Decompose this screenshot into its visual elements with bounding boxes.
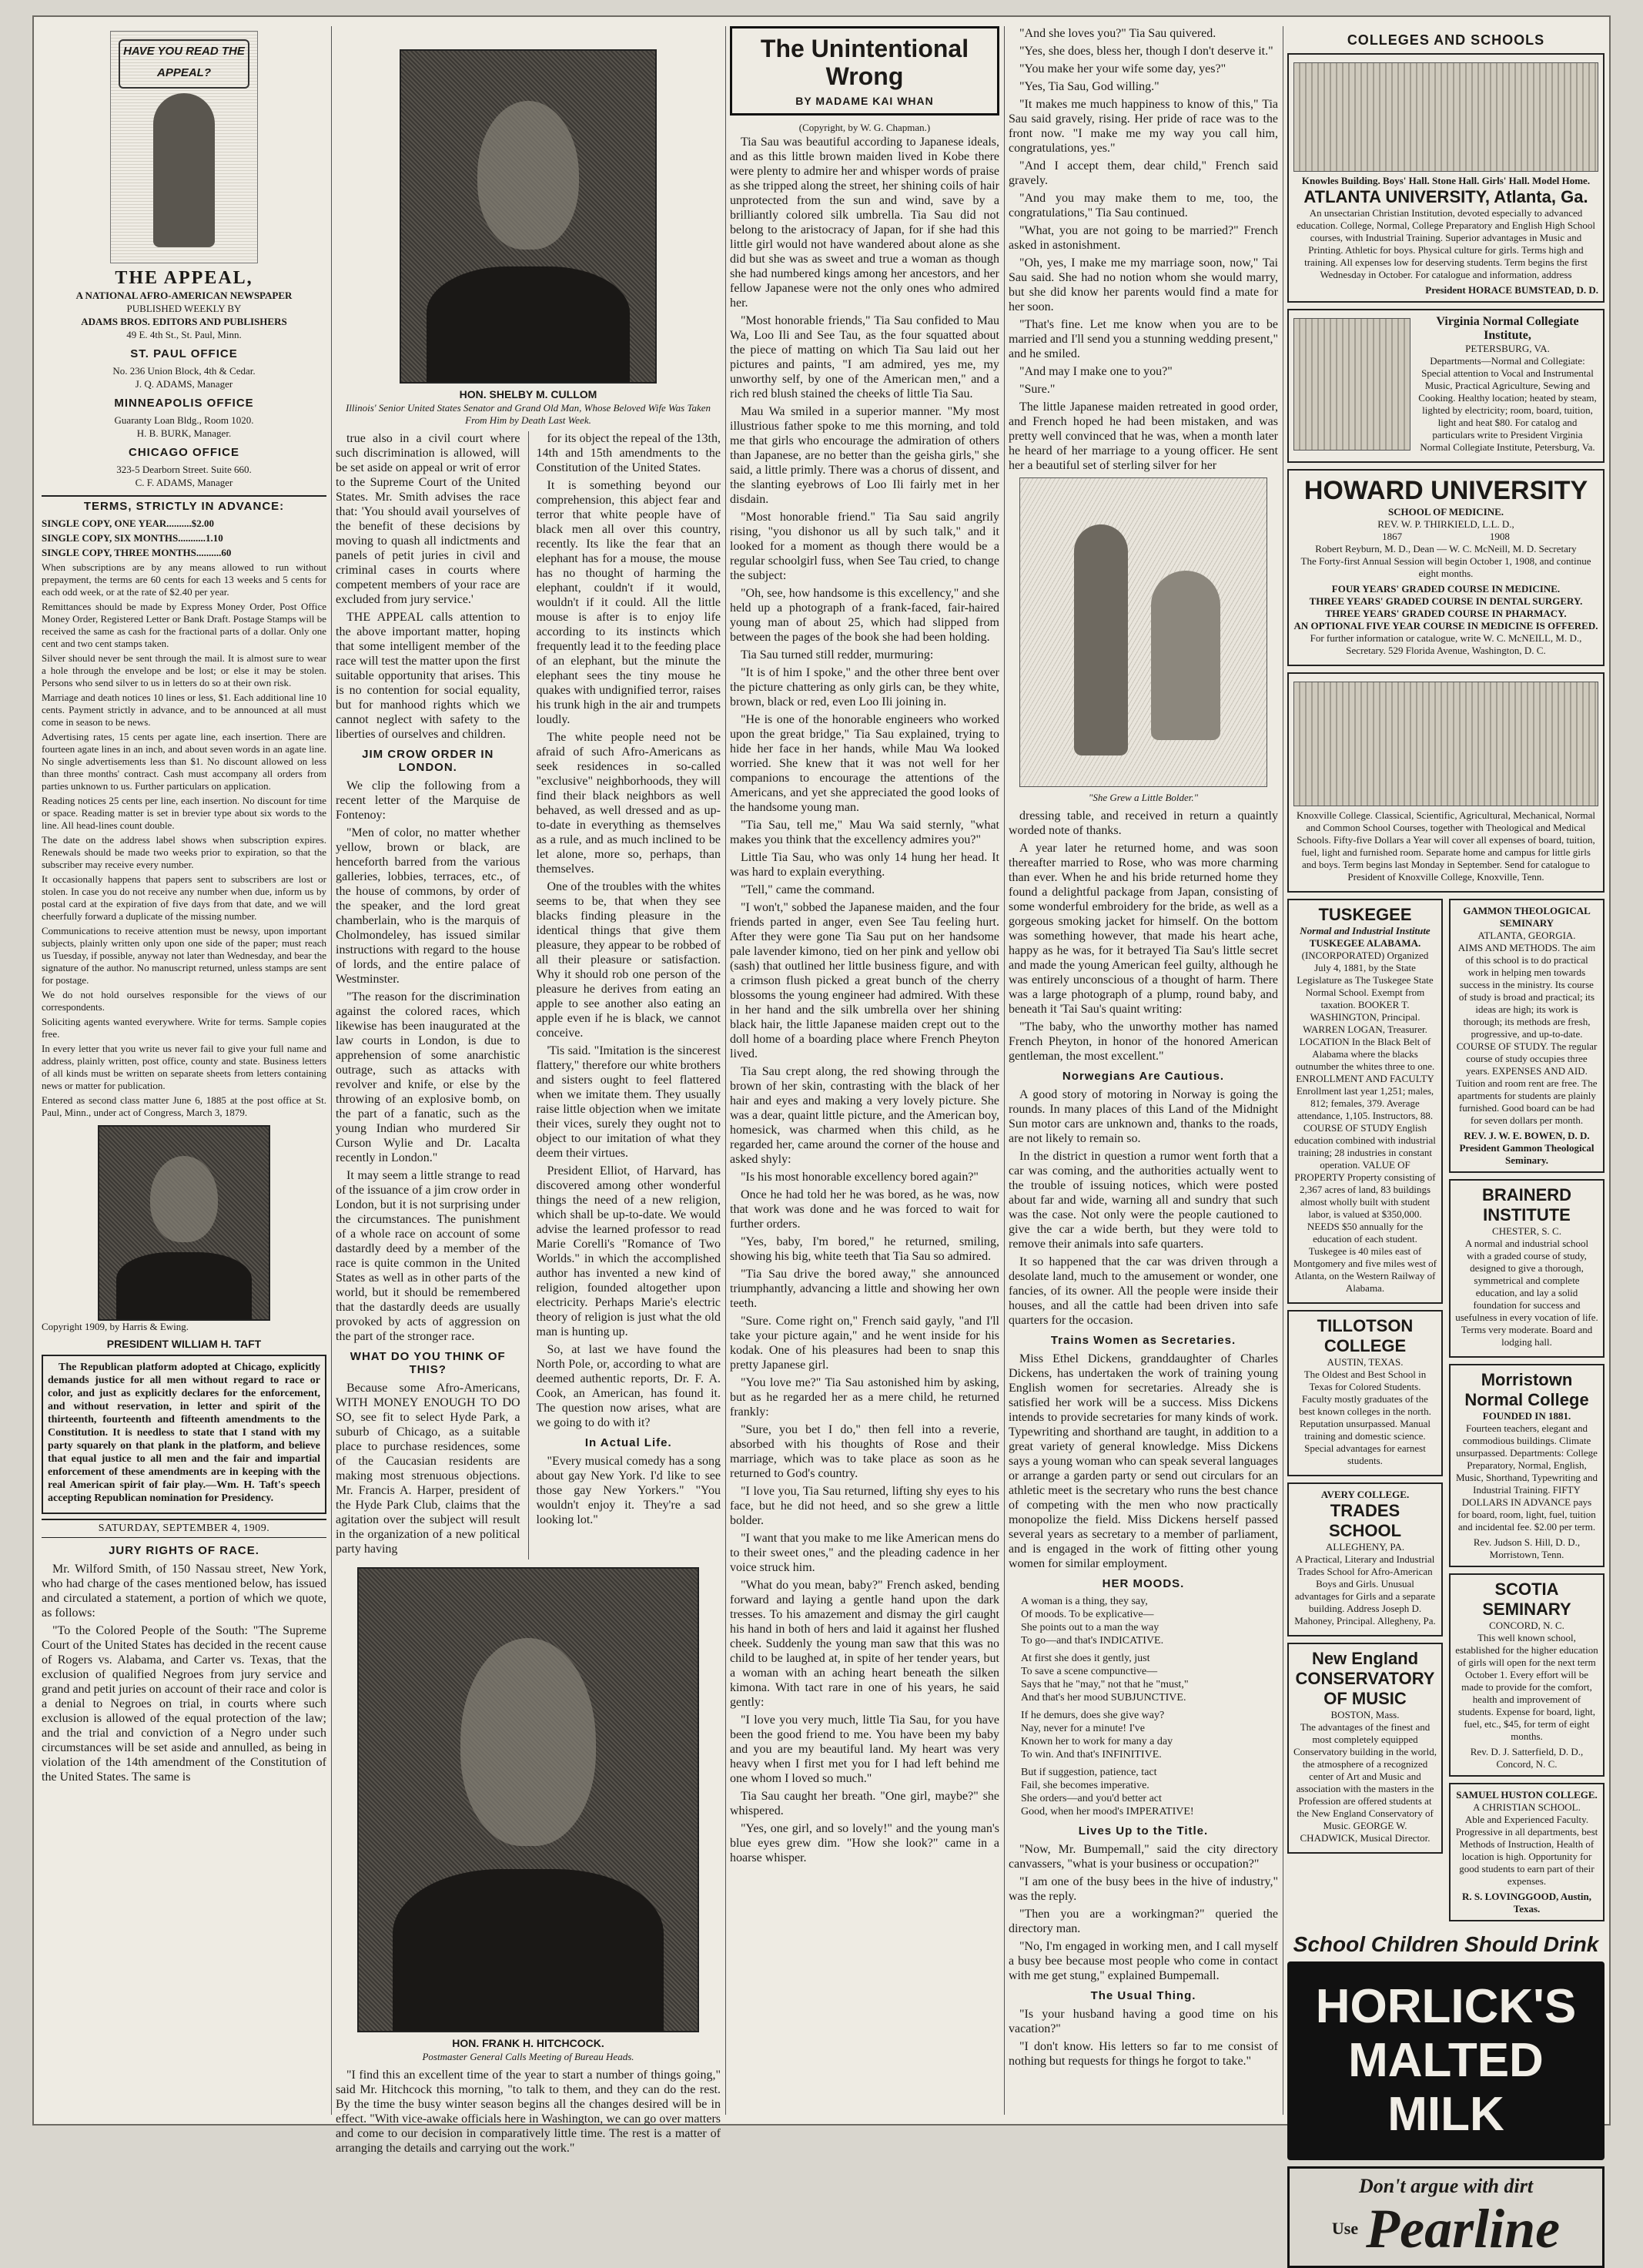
ad-scotia: SCOTIA SEMINARY CONCORD, N. C. This well known school, established for the higher education of girls will open for the next term October 1. Every effort will be made to provide for the comfort, health and improvement of students. Expense for board, light, fuel, etc., $45, for term of eight months. Rev. D. J. Satterfield, D. D., Concord, N. C. (1449, 1573, 1605, 1777)
office-st-paul: ST. PAUL OFFICE No. 236 Union Block, 4th & Cedar. J. Q. ADAMS, Manager (112, 347, 256, 390)
jury-title: JURY RIGHTS OF RACE. (109, 1544, 259, 1557)
pearline-tagline: Don't argue with dirt (1358, 2175, 1534, 2197)
column-ads (1287, 26, 1605, 2260)
howard-title: HOWARD UNIVERSITY (1303, 476, 1588, 505)
cullom-caption: HON. SHELBY M. CULLOM (459, 388, 597, 400)
story-byline: BY MADAME KAI WHAN (795, 95, 934, 107)
terms-title: TERMS, STRICTLY IN ADVANCE: (42, 495, 326, 513)
publishers: ADAMS BROS. EDITORS AND PUBLISHERS (81, 316, 287, 327)
taft-photo (98, 1125, 270, 1321)
published-line: PUBLISHED WEEKLY BY (126, 303, 242, 314)
column-rule (331, 26, 332, 2115)
column-rule (1004, 26, 1005, 2115)
pearline-name: Pearline (1366, 2198, 1561, 2260)
column-editorial: HON. SHELBY M. CULLOM Illinois' Senior United States Senator and Grand Old Man, Whose Beloved Wife Was Taken From Him by Death Last Week. true also in a civil court where such discrimination is allowed, will be set aside on appeal or writ of error to the Supreme Court of the United States. Mr. Smith advises the race that: 'You should avail yourselves of the benefit of these decisions by moving to quash all indictments and panels of petit juries in civil and criminal cases in courts where competent members of your race are excluded from jury service.' THE APPEAL calls attention to the above important matter, hoping that some intelligent member of the race will test the matter upon the first suitable opportunity that arises. This is no contention for social equality, but for manhood rights which we cannot neglect with safety to the liberties of ourselves and children. JIM CROW ORDER IN LONDON. We clip the following from a recent letter of the Marquise de Fontenoy: "Men of color, no matter whether yellow, brown or black, are henceforth barred from the various galleries, lobbies, terraces, etc., of the house of commons, by order of the speaker, and the lord great chamberlain, who is the marquis of Cholmondeley, has issued similar instructions with regard to the house of lords, and the entire palace of Westminster. "The reason for the discrimination against the colored races, which likewise has been inaugurated at the law courts in London, is due to apprehension of some anarchistic outrage, such as attacks with revolver and knife, or else by the throwing of an explosive bomb, on the part of a fanatic, such as the young Indian who murdered Sir Curson Wylie and Dr. Lacalta recently in London." It may seem a little strange to read of the issuance of a jim crow order in London, but it is not surprising under the circumstances. The punishment of a whole race on account of some dastardly deed by a member of the race is quite common in the United States as well as in other parts of the world, but it should be remembered that the dastardly deeds are usually provoked by acts of aggression on the part of the stronger race. WHAT DO YOU THINK OF THIS? Because some Afro-Americans, WITH MONEY ENOUGH TO DO SO, see fit to select Hyde Park, a suburb of Chicago, as a suitable place to purchase residences, some of the Caucasian residents are making most strenuous objections. Mr. Francis A. Harper, president of the Hyde Park Club, claims that the agitation over the subject will result in the organization of a new political party having for its object the repeal of the 13th, 14th and 15th amendments to the Constitution of the United States. It is something beyond our comprehension, this abject fear and terror that white people have of black men all over this country, recently. Its like the fear that an elephant has for a mouse, the mouse has no thought of harming the elephant, couldn't if it would, wouldn't if it could. All the little mouse is after is to enjoy life according to its instincts which frequently lead it to the feeding place of an elephant, but the minute the elephant sees the tiny mouse he quakes with undignified terror, raises his trunk high in the air and trumpets loudly. The white people need not be afraid of such Afro-Americans as seek residences in so-called "exclusive" neighborhoods, they will find their black neighbors as well behaved, as well dressed and as up-to-date in everything as themselves as a rule, and as much inclined to be let alone, more so, perhaps, than themselves. One of the troubles with the whites seems to be, that when they see blacks finding pleasure in the identical things that give them pleasure, they appear to be robbed of all their pleasure or satisfaction. Why it should rob one person of the pleasure he derives from eating an apple to see another also eating an apple even if he is black, we cannot conceive. 'Tis said. "Imitation is the sincerest flattery," therefore our white brothers and sisters ought to feel flattered when we imitate them. They usually raise little objection when we imitate their vices, surely they ought not to object to our imitation of what they deem their virtues. President Elliot, of Harvard, has discovered among other wonderful things the need of a new religion, which shall be up-to-date. We would advise the learned professor to read Marie Corelli's "Romance of Two Worlds." in which the accomplished author has invented a new kind of religion, founded altogether upon electricity. Perhaps Marie's electric theory of religion is just what the old man is hunting up. So, at last we have found the North Pole, or, according to what are deemed authentic reports, Dr. F. A. Cook, an American, has found it. The question now arises, what are we going to do with it? In Actual Life. "Every musical comedy has a song about gay New York. I'd like to see those gay New Yorkers." "You wouldn't enjoy it. They're a sad looking lot." HON. FRANK H. HITCHCOCK. Postmaster General Calls Meeting of Bureau Heads. "I find this an excellent time of the year to start a number of things going," said Mr. Hitchcock this morning, "to talk to them, and they can do the rest. By the time the busy winter season begins all the changes desired will be in effect. "With vice-awake officials here in Washington, we can go over matters and come to our decision in comparatively little time. The rest is a matter of arranging the details and carrying out the work." (336, 26, 721, 2115)
taft-caption: PRESIDENT WILLIAM H. TAFT (106, 1338, 262, 1350)
ad-pearline (1287, 2166, 1605, 2268)
office-chicago: CHICAGO OFFICE 323-5 Dearborn Street. Suite 660. C. F. ADAMS, Manager (116, 446, 252, 488)
story-copyright: (Copyright, by W. G. Chapman.) (798, 122, 931, 133)
editorial-left: true also in a civil court where such discrimination is allowed, will be set aside on appeal or writ of error to the Supreme Court of the United States. Mr. Smith advises the race that: 'You should avail yourselves of the benefit of these decisions by moving to quash all indictments and panels of petit juries in civil and criminal cases in courts where competent members of your race are excluded from jury service.' THE APPEAL calls attention to the above important matter, hoping that some intelligent member of the race will test the matter upon the first suitable opportunity that arises. This is no contention for social equality, but for manhood rights which we cannot neglect with safety to the liberties of ourselves and children. JIM CROW ORDER IN LONDON. We clip the following from a recent letter of the Marquise de Fontenoy: "Men of color, no matter whether yellow, brown or black, are henceforth barred from the various galleries, lobbies, terraces, etc., of the house of commons, by order of the speaker, and the lord great chamberlain, who is the marquis of Cholmondeley, has issued similar instructions with regard to the house of lords, and the entire palace of Westminster. "The reason for the discrimination against the colored races, which likewise has been inaugurated at the law courts in London, is due to apprehension of some anarchistic outrage, such as attacks with revolver and knife, or else by the throwing of an explosive bomb, on the part of a fanatic, such as the young Indian who murdered Sir Curson Wylie and Dr. Lacalta recently in London." It may seem a little strange to read of the issuance of a jim crow order in London, but it is not surprising under the circumstances. The punishment of a whole race on account of some dastardly deed by a member of the race is quite common in the United States as well as in other parts of the world, but it should be remembered that the dastardly deeds are usually provoked by acts of aggression on the part of the stronger race. WHAT DO YOU THINK OF THIS? Because some Afro-Americans, WITH MONEY ENOUGH TO DO SO, see fit to select Hyde Park, a suburb of Chicago, as a suitable place to purchase residences, some of the Caucasian residents are making most strenuous objections. Mr. Francis A. Harper, president of the Hyde Park Club, claims that the agitation over the subject will result in the organization of a new political party having (336, 432, 520, 1556)
platform-box: The Republican platform adopted at Chicago, explicitly demands justice for all men without regard to race or color, and just as explicitly declares for the enforcement, and without reservation, in letter and spirit of the thirteenth, fourteenth and fifteenth amendments to the Constitution. It is needless to state that I stand with my party squarely on that plank in the platform, and believe that equal justice to all men and the fair and impartial enforcement of these amendments are in keeping with the real American spirit of fair play.—Wm. H. Taft's speech accepting Republican nomination for Presidency. (42, 1355, 326, 1514)
column-rule (725, 26, 726, 2115)
moods-title: HER MOODS. (1102, 1577, 1185, 1590)
lives-title: Lives Up to the Title. (1078, 1824, 1209, 1838)
atlanta-buildings-image (1293, 62, 1598, 172)
terms-notes: When subscriptions are by any means allowed to run without prepayment, the terms are 60 cents for each 13 weeks and 5 cents for each odd week, or at the rate of $2.40 per year. Remittances should be made by Express Money Order, Post Office Money Order, Registered Letter or Bank Draft. Postage Stamps will be received the same as cash for the fractional parts of a dollar. Only one cent and two cent stamps taken. Silver should never be sent through the mail. It is almost sure to wear a hole through the envelope and be lost; or else it may be stolen. Persons who send silver to us in letters do so at their own risk. Marriage and death notices 10 lines or less, $1. Each additional line 10 cents. Payment strictly in advance, and to be announced at all must come in season to be news. Advertising rates, 15 cents per agate line, each insertion. There are fourteen agate lines in an inch, and about seven words in an agate line. No single advertisements less than $1. No discount allowed on less than three months' contract. Cash must accompany all orders from parties unknown to us. Further particulars on application. Reading notices 25 cents per line, each insertion. No discount for time or space. Reading matter is set in brevier type about six words to the line. All head-lines count double. The date on the address label shows when subscription expires. Renewals should be made two weeks prior to expiration, so that the subscriber may receive every number. It occasionally happens that papers sent to subscribers are lost or stolen. In case you do not receive any number when due, inform us by postal card at the expiration of five days from that date, and we will cheerfully forward a duplicate of the missing number. Communications to receive attention must be newsy, upon important subjects, plainly written only upon one side of the paper; must reach us Tuesday, if possible, anyway not later than Wednesday, and bear the signature of the author. No manuscript returned, unless stamps are sent for postage. We do not hold ourselves responsible for the views of our correspondents. Soliciting agents wanted everywhere. Write for terms. Sample copies free. In every letter that you write us never fail to give your full name and address, plainly written, post office, county and state. Business letters of all kinds must be written on separate sheets from letters containing news or matter for publication. Entered as second class matter June 6, 1885 at the post office at St. Paul, Minn., under act of Congress, March 3, 1879. (42, 561, 326, 1118)
paper-name: THE APPEAL, (115, 268, 253, 288)
ads-row-1 (1287, 899, 1605, 1928)
ad-tillotson: TILLOTSON COLLEGE AUSTIN, TEXAS. The Oldest and Best School in Texas for Colored Students. Faculty mostly graduates of the best known colleges in the north. Reputation unsurpassed. Manual training and domestic science. Special advantages for earnest students. (1287, 1310, 1443, 1476)
editorial-columns (336, 431, 721, 1559)
column-story: The Unintentional Wrong BY MADAME KAI WHAN (Copyright, by W. G. Chapman.) Tia Sau was beautiful according to Japanese ideals, and as this little brown maiden lived in Kobe there were plenty to admire her and whisper words of praise as she tripped along the street, her shining coils of hair unprotected from the sun and wind, save by a brilliantly colored silk umbrella. Tia Sau did not belong to the aristocracy of Japan, for if she had this little girl would not have wandered about alone as she did but she was as sweet and true a woman as though she had numbered kings among her ancestors, and her fellow Japanese were not the only ones who admired her. "Most honorable friends," Tia Sau confided to Mau Wa, Loo Ili and See Tau, as the four squatted about the piece of matting on which Tia Sau laid out her pictures and paints, "I am admired, yes me, my unworthy self, by one of the American men," and a rich red blush stained the cheeks of little Tia Sau. Mau Wa smiled in a superior manner. "My most illustrious father spoke to me this morning, and told me that girls who encourage the admiration of others than Japanese, are no better than the geisha girls," she said, a little primly. There was a chorus of dissent, and the slanting eyebrows of Loo Ili fairly met in her disdain. "Most honorable friend." Tia Sau said angrily rising, "you dishonor us all by such talk," and it looked for a moment as though there would be a regular schoolgirl fuss, when See Tau cried, to change the subject: "Oh, see, how handsome is this excellency," and she held up a photograph of a frank-faced, fair-haired young man of about 25, which had slipped from between the pages of the book she had been holding. Tia Sau turned still redder, murmuring: "It is of him I spoke," and the other three bent over the picture chattering as only girls can, be they white, brown, black or red, even Loo Ili joining in. "He is one of the honorable engineers who worked upon the great bridge," Tia Sau explained, trying to hide her face in her hands, while Mau Wa looked worried. She knew that it was not well for her companions to encourage the attentions of the Americans, and yet she appreciated the good looks of the handsome young man. "Tia Sau, tell me," Mau Wa said sternly, "what makes you think that the excellency admires you?" Little Tia Sau, who was only 14 hung her head. It was hard to explain everything. "Tell," came the command. "I won't," sobbed the Japanese maiden, and the four friends parted in anger, even See Tau feeling hurt. After they were gone Tia Sau put on her handsome pale lavender kimono, tied on her pink and yellow obi (sash) that outlined her little business figure, and with a crimson flush picked a great bunch of the cherry blossoms the young engineer had admired. With these in her hand and the silk umbrella over her shining black hair, the little Japanese maiden crept out to the doll home of a boarding place where French Pheyton lived. Tia Sau crept along, the red showing through the brown of her skin, contrasting with the black of her hair and eyes and making a very lovely picture. She was a dear, quaint little picture, and the American boy, homesick, was charmed when this child, as he regarded her, came around the corner of the house and asked shyly: "Is his most honorable excellency bored again?" Once he had told her he was bored, as he was, now that work was done and he was forced to wait for further orders. "Yes, baby, I'm bored," he returned, smiling, showing his big, white teeth that Tia Sau so admired. "Tia Sau drive the bored away," she announced triumphantly, advancing a little and showing her own teeth. "Sure. Come right on," French said gayly, "and I'll take your picture again," and he went inside for his kodak. One of his pleasures had been to snap this pretty Japanese girl. "You love me?" Tia Sau astonished him by asking, but as he regarded her as a mere child, he returned frankly: "Sure, you bet I do," then fell into a reverie, absorbed with his thoughts of Rose and their marriage, which was to take place as soon as he returned to God's country. "I love you, Tia Sau returned, lifting shy eyes to his face, but he did not heed, and so she grew a little bolder. "I want that you make to me like American mens do to their sweet ones," and the pleading cadence in her voice struck him. "What do you mean, baby?" French asked, bending forward and laying a gentle hand upon the dark tresses. To his amazement and dismay the girl caught his hand in both of hers and laid it against her flushed cheek. Suddenly the young man saw that this was no child to be laughed at, in spite of her tender years, but a woman with an aching heart beneath the silken kimona. With tact rare in one of his years, he said gently: "I love you very much, little Tia Sau, for you have been the good friend to me. You have been my baby and you are my beautiful land. My heart was very heavy when I first met you for I had left behind me one whom I loved so much." Tia Sau caught her breath. "One girl, maybe?" she whispered. "Yes, one girl, and so lovely!" and the young man's blue eyes grew dim. "How she look?" came in a hoarse whisper. (730, 26, 999, 2115)
ad-virginia-normal: Virginia Normal Collegiate Institute, PETERSBURG, VA. Departments—Normal and Collegiate: Special attention to Vocal and Instrumental Music, Practical Agriculture, Sewing and Cooking. Healthy location; heated by steam, lighted by electricity; room, board, tuition, light and heat $80. For catalog and particulars write to President Virginia Normal Collegiate Institute, Petersburg, Va. (1287, 309, 1605, 463)
horlicks-tagline: School Children Should Drink (1293, 1932, 1599, 1956)
story-title-box (730, 26, 999, 116)
editorial-right: for its object the repeal of the 13th, 14th and 15th amendments to the Constitution of the United States. It is something beyond our comprehension, this abject fear and terror that white people have of black men all over this country, recently. Its like the fear that an elephant has for a mouse, the mouse has no thought of harming the elephant, couldn't if it would, wouldn't if it could. All the little mouse is after is to enjoy life according to its instincts which frequently lead it to the feeding place of an elephant, but the minute the elephant sees the tiny mouse he quakes with undignified terror, raises his trunk high in the air and trumpets loudly. The white people need not be afraid of such Afro-Americans as seek residences in so-called "exclusive" neighborhoods, they will find their black neighbors as well behaved, as well dressed and as up-to-date in everything as themselves as a rule, and as much inclined to be let alone, more so, perhaps, than themselves. One of the troubles with the whites seems to be, that when they see blacks finding pleasure in the identical things that give them pleasure, they appear to be robbed of all their pleasure or satisfaction. Why it should rob one person of the pleasure he derives from eating an apple to see another also eating an apple even if he is black, we cannot conceive. 'Tis said. "Imitation is the sincerest flattery," therefore our white brothers and sisters ought to feel flattered when we imitate them. They usually raise little objection when we imitate their vices, surely they ought not to object to our imitation of what they deem their virtues. President Elliot, of Harvard, has discovered among other wonderful things the need of a new religion, which shall be up-to-date. We would advise the learned professor to read Marie Corelli's "Romance of Two Worlds." in which the accomplished author has invented a new kind of religion, founded altogether upon electricity. Perhaps Marie's electric theory of religion is just what the old man is hunting up. So, at last we have found the North Pole, or, according to what are deemed authentic reports, Dr. F. A. Cook, an American, has found it. The question now arises, what are we going to do with it? In Actual Life. "Every musical comedy has a song about gay New York. I'd like to see those gay New Yorkers." "You wouldn't enjoy it. They're a sad looking lot." (536, 432, 721, 1526)
actual-life-title: In Actual Life. (584, 1436, 672, 1449)
story-illustration (1019, 477, 1267, 787)
column-story-continued: "And she loves you?" Tia Sau quivered. "Yes, she does, bless her, though I don't deserve it." "You make her your wife some day, yes?" "Yes, Tia Sau, God willing." "It makes me much happiness to know of this," Tia Sau said gravely, rising. Her pride of race was to the front now. "I make me my way you call him, congratulations, yes." "And I accept them, dear child," French said gravely. "And you may make them to me, too, the congratulations," Tia Sau continued. "What, you are not going to be married?" French asked in astonishment. "Oh, yes, I make me my marriage soon, now," Tai Sau said. She had no notion whom she would marry, but she did know her parents would find a mate for her soon. "That's fine. Let me know when you are to be married and I'll send you a stunning wedding present," and he smiled. "And may I make one to you?" "Sure." The little Japanese maiden retreated in good order, and French hoped he had been mistaken, and was pretty well convinced that he was, when a month later he heard of her marriage to a young officer. He sent her a beautiful set of sterling silver for her "She Grew a Little Bolder." dressing table, and received in return a quaintly worded note of thanks. A year later he returned home, and was soon thereafter married to Rose, who was more charming than ever. When he and his bride returned home they found a delightful package from Japan, consisting of some wonderful embroidery for the bride, as well as a gorgeous smoking jacket for himself. On the bottom was something however, that made his heart ache, happy as he was, for it betrayed Tia Sau's little secret and made the young American feel guilty, although he was entirely unconscious of a thought of harm. There was a large photograph of a plump, round baby, and beneath it 'Tai Sau's quaint writing: "The baby, who the unworthy mother has named French Pheyton, in honor of the honored American gentleman, the most excellent." Norwegians Are Cautious. A good story of motoring in Norway is going the rounds. In many places of this Land of the Midnight Sun motor cars are unknown and, thanks to the roads, are not likely to remain so. In the district in question a rumor went forth that a car was coming, and the authorities actually went to the trouble of issuing notices, which were posted about far and wide, warning all and sundry that such was the case. Not only were the people cautioned to give the car a wide berth, but they were told to remove their animals into safe quarters. It so happened that the car was driven through a desolate land, much to the amusement or wonder, one fancies, of its owner. All the people were inside their houses, and all the cattle had been driven into safe quarters for the occasion. Trains Women as Secretaries. Miss Ethel Dickens, granddaughter of Charles Dickens, has undertaken the work of training young English women for secretaries. Already she is satisfied her work will be a success. Miss Dickens intends to provide secretaries for many kinds of work. Typewriting and shorthand are taught, in addition to a great variety of general knowledge. Miss Dickens says a young woman who can speak several languages or arrange a garden party or send out circulars for an athletic meet is the secretary who runs the best chance of competing with the men who now practically monopolize the field. Miss Dickens herself passed several years as secretary to a member of parliament, and is engaged in the work of fitting other young women for similar employment. HER MOODS. A woman is a thing, they say, Of moods. To be explicative— She points out to a man the way To go—and that's INDICATIVE. At first she does it gently, just To save a scene compunctive— Says that he "may," not that he "must," And that's her mood SUBJUNCTIVE. If he demurs, does she give way? Nay, never for a minute! I've Known her to work for many a day To win. And that's INFINITIVE. But if suggestion, patience, tact Fail, she becomes imperative. She orders—and you'd better act Good, when her mood's IMPERATIVE! Lives Up to the Title. "Now, Mr. Bumpemall," said the city directory canvassers, "what is your business or occupation?" "I am one of the busy bees in the hive of industry," was the reply. "Then you are a workingman?" queried the directory man. "No, I'm engaged in working men, and I call myself a busy bee because most people who come in contact with me get stung," explained Bumpemall. The Usual Thing. "Is your husband having a good time on his vacation?" "I don't know. His letters so far to me consist of nothing but requests for things he forgot to take." (1009, 27, 1278, 2068)
terms-rates: SINGLE COPY, ONE YEAR..........$2.00 SINGLE COPY, SIX MONTHS...........1.10 SINGLE COPY, THREE MONTHS..........60 (42, 518, 232, 558)
what-title: WHAT DO YOU THINK OF THIS? (350, 1350, 506, 1376)
colleges-header: COLLEGES AND SCHOOLS (1347, 32, 1545, 48)
hitchcock-subcaption: Postmaster General Calls Meeting of Bureau Heads. (422, 2051, 634, 2062)
illustration-caption: "She Grew a Little Bolder." (1088, 792, 1199, 803)
moods-poem: A woman is a thing, they say, Of moods. To be explicative— She points out to a man the way To go—and that's INDICATIVE. At first she does it gently, just To save a scene compunctive— Says that he "may," not that he "must," And that's her mood SUBJUNCTIVE. If he demurs, does she give way? Nay, never for a minute! I've Known her to work for many a day To win. And that's INFINITIVE. But if suggestion, patience, tact Fail, she becomes imperative. She orders—and you'd better act Good, when her mood's IMPERATIVE! (1021, 1596, 1194, 1817)
date-line: SATURDAY, SEPTEMBER 4, 1909. (42, 1519, 326, 1538)
virginia-building-image (1293, 318, 1410, 451)
hitchcock-caption: HON. FRANK H. HITCHCOCK. (452, 2037, 604, 2049)
pearline-use: Use (1331, 2219, 1359, 2238)
jury-paragraph: Mr. Wilford Smith, of 150 Nassau street, New York, who had charge of the cases mentioned below, has issued and circulated a statement, a portion of which we quote, as follows: (42, 1563, 326, 1620)
ad-new-england-conservatory: New England CONSERVATORY OF MUSIC BOSTON, Mass. The advantages of the finest and most completely equipped Conservatory building in the world, the atmosphere of a recognized center of Art and Music and association with the masters in the Profession are offered students at the New England Conservatory of Music. GEORGE W. CHADWICK, Musical Director. (1287, 1643, 1443, 1854)
knoxville-building-image (1293, 682, 1598, 806)
masthead-banner: HAVE YOU READ THE APPEAL? (119, 39, 249, 89)
office-minneapolis: MINNEAPOLIS OFFICE Guaranty Loan Bldg., Room 1020. H. B. BURK, Manager. (114, 397, 254, 439)
story-title: The Unintentional Wrong (760, 35, 969, 90)
ad-samuel-huston: SAMUEL HUSTON COLLEGE. A CHRISTIAN SCHOOL. Able and Experienced Faculty. Progressive in all departments, best Methods of Instruction, Health of location is high. Opportunity for good students to earn part of their expenses. R. S. LOVINGGOOD, Austin, Texas. (1449, 1783, 1605, 1921)
paper-tagline: A NATIONAL AFRO-AMERICAN NEWSPAPER (75, 290, 293, 301)
ad-gammon: GAMMON THEOLOGICAL SEMINARY ATLANTA, GEORGIA. AIMS AND METHODS. The aim of this school is to do practical work in helping men towards success in the ministry. Its course of study is broad and practical; its ideas are high; its work is thorough; its methods are fresh, progressive, and up-to-date. COURSE OF STUDY. The regular course of study occupies three years. EXPENSES AND AID. Tuition and room rent are free. The apartments for students are plainly furnished. Good board can be had for seven dollars per month. REV. J. W. E. BOWEN, D. D. President Gammon Theological Seminary. (1449, 899, 1605, 1173)
ad-morristown: Morristown Normal College FOUNDED IN 1881. Fourteen teachers, elegant and commodious buildings. Climate unsurpassed. Departments: College Preparatory, Normal, English, Music, Shorthand, Typewriting and Industrial Training. FIFTY DOLLARS IN ADVANCE pays for board, room, light, fuel, tuition and incidental fee. $2.00 per term. Rev. Judson S. Hill, D. D., Morristown, Tenn. (1449, 1364, 1605, 1567)
cullom-photo (400, 49, 657, 384)
ad-tuskegee: TUSKEGEE Normal and Industrial Institute TUSKEGEE ALABAMA. (INCORPORATED) Organized July 4, 1881, by the State Legislature as The Tuskegee State Normal School. Exempt from taxation. BOOKER T. WASHINGTON, Principal. WARREN LOGAN, Treasurer. LOCATION In the Black Belt of Alabama where the blacks outnumber the whites three to one. ENROLLMENT AND FACULTY Enrollment last year 1,251; males, 812; females, 379. Average attendance, 1,105. Instructors, 88. COURSE OF STUDY English education combined with industrial training; 28 industries in constant operation. VALUE OF PROPERTY Property consisting of 2,367 acres of land, 83 buildings almost wholly built with student labor, is valued at $350,000. NEEDS $50 annually for the education of each student. Tuskegee is 40 miles east of Montgomery and five miles west of Atlanta, on the Western Railway of Alabama. (1287, 899, 1443, 1304)
norwegians-title: Norwegians Are Cautious. (1062, 1070, 1225, 1083)
hitchcock-photo (357, 1567, 699, 2032)
masthead-figure (153, 93, 215, 247)
horlicks-name: HORLICK'S (1315, 1980, 1577, 2033)
horlicks-sub: MALTED MILK (1348, 2034, 1544, 2141)
ad-avery: AVERY COLLEGE. TRADES SCHOOL ALLEGHENY, PA. A Practical, Literary and Industrial Trades School for Afro-American Boys and Girls. Unusual advantages for Girls and a separate building. Address Joseph D. Mahoney, Principal. Allegheny, Pa. (1287, 1482, 1443, 1637)
usual-title: The Usual Thing. (1090, 1989, 1196, 2002)
publisher-address: 49 E. 4th St., St. Paul, Minn. (126, 329, 242, 340)
ad-atlanta-university: Knowles Building. Boys' Hall. Stone Hall. Girls' Hall. Model Home. ATLANTA UNIVERSITY, Atlanta, Ga. An unsectarian Christian Institution, devoted especially to advanced education. College, Normal, College Preparatory and English High School courses, with Industrial Training. Superior advantages in Music and Printing. Athletic for boys. Physical culture for girls. Terms high and training. All expenses low for deserving students. Term begins the first Wednesday in October. For catalogue and information, address President HORACE BUMSTEAD, D. D. (1287, 53, 1605, 303)
ad-knoxville-college: Knoxville College. Classical, Scientific, Agricultural, Mechanical, Normal and Common School Courses, together with Theological and Medical Schools. Fifty-five Dollars a Year will cover all expenses of board, tuition, fuel, light and furnished room. Separate home and campus for little girls and boys. Term begins last Monday in September. Send for catalogue to President of Knoxville College, Knoxville, Tenn. (1287, 672, 1605, 893)
jim-crow-title: JIM CROW ORDER IN LONDON. (362, 748, 494, 774)
trains-title: Trains Women as Secretaries. (1050, 1334, 1236, 1347)
ad-brainerd: BRAINERD INSTITUTE CHESTER, S. C. A normal and industrial school with a graded course of study, designed to give a thorough, symmetrical and complete education, and lay a solid foundation for success and usefulness in every vocation of life. Terms very moderate. Board and lodging hall. (1449, 1179, 1605, 1358)
atlanta-title: ATLANTA UNIVERSITY, Atlanta, Ga. (1303, 187, 1588, 206)
photo-copyright: Copyright 1909, by Harris & Ewing. (42, 1321, 189, 1332)
ad-howard-university: HOWARD UNIVERSITY SCHOOL OF MEDICINE. REV. W. P. THIRKIELD, L.L. D., 1867 1908 Robert Reyburn, M. D., Dean — W. C. McNeill, M. D. Secretary The Forty-first Annual Session will begin October 1, 1908, and continue eight months. FOUR YEARS' GRADED COURSE IN MEDICINE. THREE YEARS' GRADED COURSE IN DENTAL SURGERY. THREE YEARS' GRADED COURSE IN PHARMACY. AN OPTIONAL FIVE YEAR COURSE IN MEDICINE IS OFFERED. For further information or catalogue, write W. C. McNEILL, M. D., Secretary. 529 Florida Avenue, Washington, D. C. (1287, 469, 1605, 666)
newspaper-page (32, 15, 1611, 2260)
column-masthead (42, 26, 326, 2115)
jury-paragraph: "To the Colored People of the South: "The Supreme Court of the United States has decided in the recent cause of Rogers vs. Alabama, and Carter vs. Texas, that the exclusion of qualified Negroes from jury service and grand and petit juries on account of their race and color is a denial to Negroes on trial, in courts where such exclusion is allowed of the equal protection of the law; and the trial and conviction of a Negro under such circumstances will be set aside and annulled, as being in violation of the 14th amendment of the Constitution of the United States. The same is (42, 1624, 326, 1784)
masthead-illustration (110, 31, 258, 263)
ad-horlicks (1287, 1932, 1605, 2160)
cullom-subcaption: Illinois' Senior United States Senator and Grand Old Man, Whose Beloved Wife Was Taken From Him by Death Last Week. (345, 402, 711, 426)
